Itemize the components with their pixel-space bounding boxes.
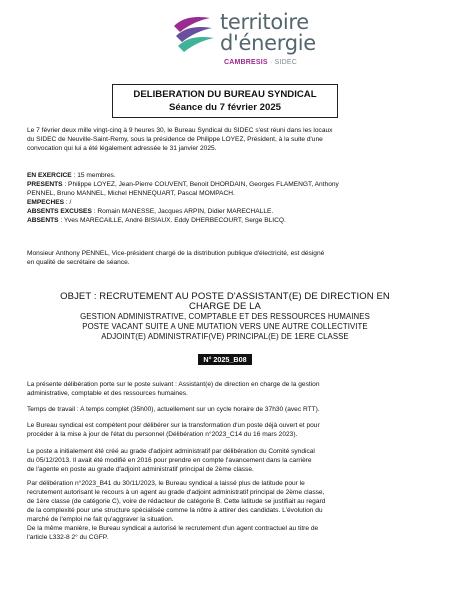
deliberation-number: N° 2025_B08 — [198, 354, 252, 365]
attendance-list: EN EXERCICE : 15 membres. PRESENTS : Philippe LOYEZ, Jean-Pierre COUVENT, Benoit DHORDAIN, Georges FLAMENGT, Anthony PENNEL, Bruno MANNEL, Michel HENNEQUART, Pascal MOMPACH. EMPECHES : / ABSENTS EXCUSES : Romain MANESSE, Jacques ARPIN, Didier MARECHALLE. ABSENTS : Yves MARECAILLE, André BISIAUX. Eddy DHERBECOURT, Serge BLICQ. — [27, 171, 423, 225]
intro-paragraph: Le 7 février deux mille vingt-cinq à 9 heures 30, le Bureau Syndical du SIDEC s'est réuni dans les locaux du SIDEC de Neuville-Saint-Remy, sous la présidence de Philippe LOYEZ, Président, à la suite d'une convocation qui lui a été légalement adressée le 31 janvier 2025. — [27, 127, 333, 152]
document-title: DELIBERATION DU BUREAU SYNDICAL — [133, 89, 317, 100]
logo-subtitle: CAMBRESIS · SIDEC — [224, 59, 298, 66]
empeches-line: EMPECHES : / — [27, 199, 72, 206]
logo — [170, 12, 320, 80]
objet-block: OBJET : RECRUTEMENT AU POSTE D'ASSISTANT(E) DE DIRECTION EN CHARGE DE LA GESTION ADMINISTRATIVE, COMPTABLE ET DES RESSOURCES HUMAINES POSTE VACANT SUITE A UNE MUTATION VERS UNE AUTRE COLLECTIVITE ADJOINT(E) ADMINISTRATIF(VE) PRINCIPAL(E) DE 1ERE CLASSE — [60, 291, 390, 341]
excuses-line: ABSENTS EXCUSES : Romain MANESSE, Jacques ARPIN, Didier MARECHALLE. — [27, 208, 274, 215]
logo-wordmark: territoire d'énergie — [220, 10, 316, 55]
presents-line: PRESENTS : Philippe LOYEZ, Jean-Pierre COUVENT, Benoit DHORDAIN, Georges FLAMENGT, Anthony — [27, 181, 339, 188]
exercice-line: EN EXERCICE : 15 membres. — [27, 172, 116, 179]
body-paragraph-3: Le Bureau syndical est compétent pour délibérer sur la transformation d'un poste déjà ouvert et pour procéder à la mise à jour de l'état du personnel (Délibération n°2023_C14 du 16 mars 2023). — [27, 422, 320, 438]
body-paragraph-5: Par délibération n°2023_B41 du 30/11/2023, le Bureau syndical a laissé plus de latitude pour le recrutement autorisant le recours à un agent au grade d'adjoint administratif principal de 2ème classe, de 1ère classe (de catégorie C), voire de rédacteur de catégorie B. Cette latitude se justifiait au regard de la complexité pour une structure spécialisée comme la nôtre à attirer des candidats. L'évolution du marché de l'emploi ne fait qu'aggraver la situation. De la même manière, le Bureau syndical a autorisé le recrutement d'un agent contractuel au titre de l'article L332-8 2° du CGFP. — [27, 480, 326, 541]
session-date: Séance du 7 février 2025 — [169, 102, 281, 113]
body-paragraph-1: La présente délibération porte sur le poste suivant : Assistant(e) de direction en charge de la gestion administrative, comptable et des ressources humaines. — [27, 381, 320, 397]
secretary-paragraph: Monsieur Anthony PENNEL, Vice-président chargé de la distribution publique d'électricité, est désigné en qualité de secrétaire de séance. — [27, 250, 325, 266]
absents-line: ABSENTS : Yves MARECAILLE, André BISIAUX. Eddy DHERBECOURT, Serge BLICQ. — [27, 217, 286, 224]
body-paragraph-4: Le poste a initialement été créé au grade d'adjoint administratif par délibération du Comité syndical du 05/12/2013. Il avait été modifié en 2016 pour prendre en compte l'avancement dans la carrière de l'agente en poste au grade d'adjoint administratif principal de 2ème classe. — [27, 448, 315, 473]
energy-wave-icon — [170, 12, 214, 56]
body-paragraph-2: Temps de travail : A temps complet (35h00), actuellement sur un cycle horaire de 37h30 (avec RTT). — [27, 406, 320, 413]
title-box — [112, 84, 338, 118]
